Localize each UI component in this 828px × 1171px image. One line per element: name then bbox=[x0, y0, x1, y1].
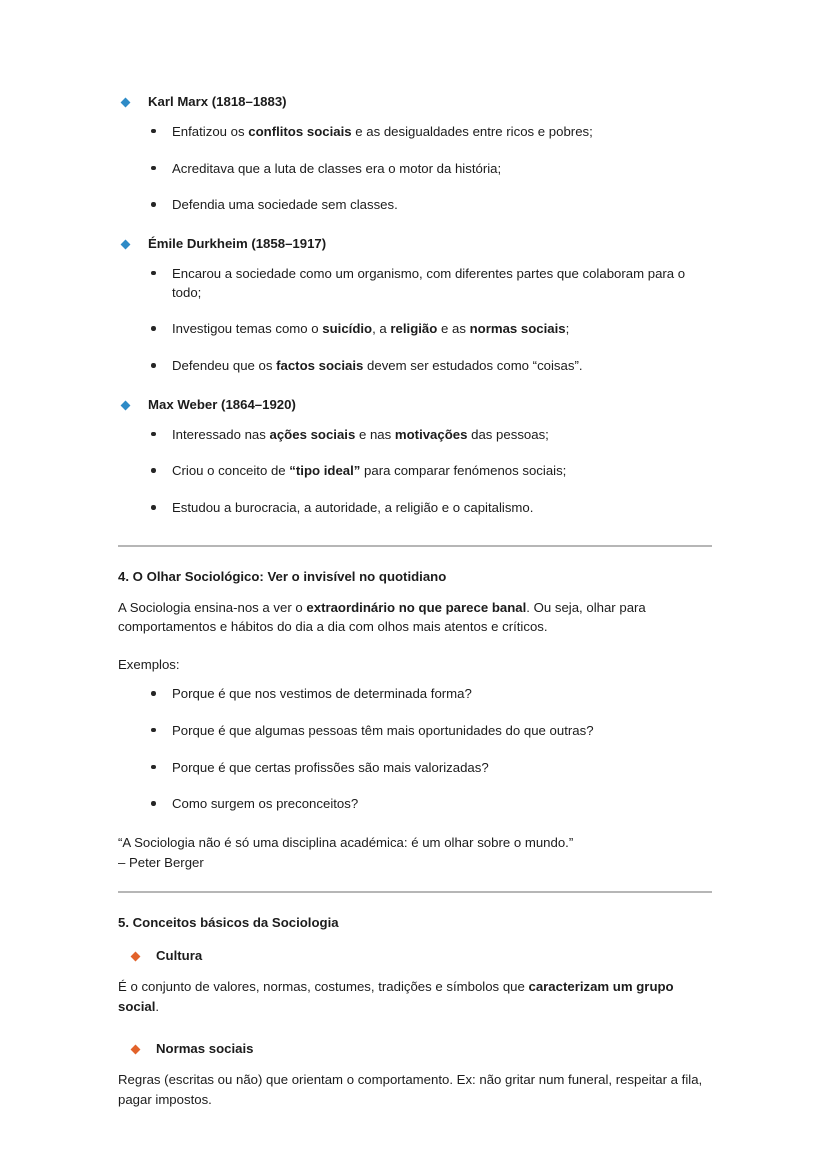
quote-author: – Peter Berger bbox=[118, 854, 204, 870]
list-item bbox=[118, 750, 714, 787]
point-text: , a bbox=[372, 321, 391, 337]
point-text: Defendia uma sociedade sem classes. bbox=[172, 197, 398, 213]
list-item bbox=[118, 417, 714, 454]
pull-quote bbox=[118, 823, 714, 873]
list-item bbox=[118, 348, 714, 385]
thinker-points-durkheim bbox=[118, 256, 714, 385]
thinker-name: Max Weber (1864–1920) bbox=[148, 396, 296, 412]
thinker-name: Karl Marx (1818–1883) bbox=[148, 94, 287, 109]
intro-text: A Sociologia ensina-nos a ver o bbox=[118, 599, 307, 615]
example-text: Como surgem os preconceitos? bbox=[172, 796, 359, 812]
diamond-bullet-icon bbox=[121, 98, 131, 108]
point-text: Encarou a sociedade como um organismo, com diferentes partes que colaboram para o todo; bbox=[172, 265, 686, 300]
list-item bbox=[118, 786, 714, 823]
thinker-points-marx bbox=[118, 114, 714, 224]
section-heading-4: 4. O Olhar Sociológico: Ver o invisível no quotidiano bbox=[118, 568, 447, 584]
point-text: Defendeu que os bbox=[172, 358, 277, 373]
concept-definition bbox=[118, 1061, 714, 1118]
point-text-tail: e as desigualdades entre ricos e pobres; bbox=[351, 123, 593, 139]
thinker-heading-marx bbox=[122, 92, 714, 112]
definition-text-tail: . bbox=[155, 998, 160, 1014]
point-text: Enfatizou os bbox=[172, 123, 249, 139]
examples-label: Exemplos: bbox=[118, 656, 180, 672]
list-item bbox=[118, 311, 714, 348]
point-text: Interessado nas bbox=[172, 426, 270, 442]
list-item bbox=[118, 151, 714, 188]
definition-text: Regras (escritas ou não) que orientam o comportamento. Ex: não gritar num funeral, respeitar a fila, pagar impostos. bbox=[118, 1072, 703, 1107]
point-text: Investigou temas como o bbox=[172, 321, 323, 337]
point-bold: suicídio bbox=[322, 321, 373, 337]
point-bold: ações sociais bbox=[269, 426, 356, 442]
point-text: Estudou a burocracia, a autoridade, a religião e o capitalismo. bbox=[172, 500, 534, 515]
example-text: Porque é que algumas pessoas têm mais oportunidades do que outras? bbox=[172, 722, 594, 738]
diamond-bullet-icon bbox=[131, 1045, 141, 1055]
diamond-bullet-icon bbox=[131, 952, 141, 962]
intro-bold: extraordinário no que parece banal bbox=[306, 599, 527, 615]
section-divider bbox=[118, 545, 712, 547]
thinker-name: Émile Durkheim (1858–1917) bbox=[148, 236, 327, 251]
concept-definition bbox=[118, 968, 714, 1025]
point-bold: factos sociais bbox=[276, 358, 364, 373]
point-bold: motivações bbox=[394, 426, 468, 442]
point-bold: “tipo ideal” bbox=[289, 463, 361, 479]
point-bold: religião bbox=[390, 321, 438, 337]
thinker-points-weber bbox=[118, 417, 714, 527]
list-item bbox=[118, 453, 714, 490]
example-text: Porque é que nos vestimos de determinada forma? bbox=[172, 686, 472, 702]
section4-intro bbox=[118, 589, 714, 646]
point-text: Criou o conceito de bbox=[172, 463, 290, 479]
point-bold: conflitos sociais bbox=[248, 123, 352, 139]
diamond-bullet-icon bbox=[121, 400, 131, 410]
point-text-tail: ; bbox=[565, 321, 570, 337]
point-text-tail: para comparar fenómenos sociais; bbox=[360, 463, 567, 479]
thinker-heading-weber bbox=[122, 395, 714, 415]
point-text-tail: das pessoas; bbox=[467, 426, 549, 442]
point-text-tail: devem ser estudados como “coisas”. bbox=[363, 358, 583, 373]
list-item bbox=[118, 187, 714, 224]
concept-heading-cultura bbox=[132, 946, 714, 966]
list-item bbox=[118, 256, 714, 311]
concept-heading-normas-sociais bbox=[132, 1039, 714, 1059]
list-item bbox=[118, 713, 714, 750]
list-item bbox=[118, 114, 714, 151]
concept-term: Normas sociais bbox=[156, 1041, 254, 1057]
examples-list bbox=[118, 676, 714, 823]
intro-text-tail: . Ou seja, olhar para comportamentos e hábitos do dia a dia com olhos mais atentos e críticos. bbox=[118, 599, 646, 635]
document-body bbox=[118, 92, 714, 1118]
example-text: Porque é que certas profissões são mais valorizadas? bbox=[172, 759, 489, 775]
thinker-heading-durkheim bbox=[122, 234, 714, 254]
list-item bbox=[118, 490, 714, 527]
diamond-bullet-icon bbox=[121, 240, 131, 250]
point-text: Acreditava que a luta de classes era o motor da história; bbox=[172, 160, 502, 176]
section-divider bbox=[118, 891, 712, 893]
definition-text: É o conjunto de valores, normas, costumes, tradições e símbolos que bbox=[118, 979, 529, 995]
concept-term: Cultura bbox=[156, 948, 203, 964]
point-bold: normas sociais bbox=[469, 321, 566, 337]
point-text: e nas bbox=[355, 426, 395, 442]
list-item bbox=[118, 676, 714, 713]
definition-bold: caracterizam um grupo social bbox=[118, 979, 674, 1014]
quote-text: “A Sociologia não é só uma disciplina académica: é um olhar sobre o mundo.” bbox=[118, 835, 574, 851]
point-text: e as bbox=[437, 321, 470, 337]
section-heading-5: 5. Conceitos básicos da Sociologia bbox=[118, 914, 339, 930]
